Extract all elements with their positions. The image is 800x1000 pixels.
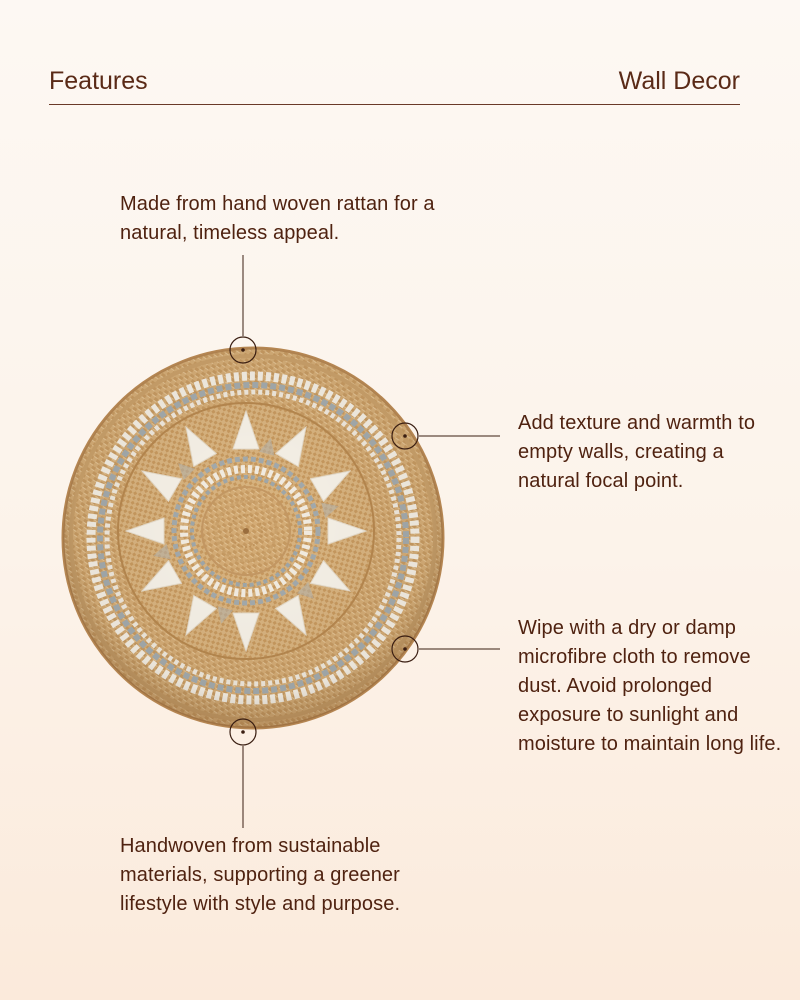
features-heading: Features [49,67,148,95]
feature-text-material: Made from hand woven rattan for a natural, timeless appeal. [120,193,435,244]
rattan-wall-plate-image [60,345,446,731]
feature-text-sustainable: Handwoven from sustainable materials, supporting a greener lifestyle with style and purpose. [120,835,401,915]
feature-text-texture: Add texture and warmth to empty walls, creating a natural focal point. [518,412,756,492]
page-header [49,62,740,105]
feature-text-care: Wipe with a dry or damp microfibre cloth to remove dust. Avoid prolonged exposure to sunlight and moisture to maintain long life. [518,617,782,755]
wall-decor-heading: Wall Decor [618,67,740,95]
